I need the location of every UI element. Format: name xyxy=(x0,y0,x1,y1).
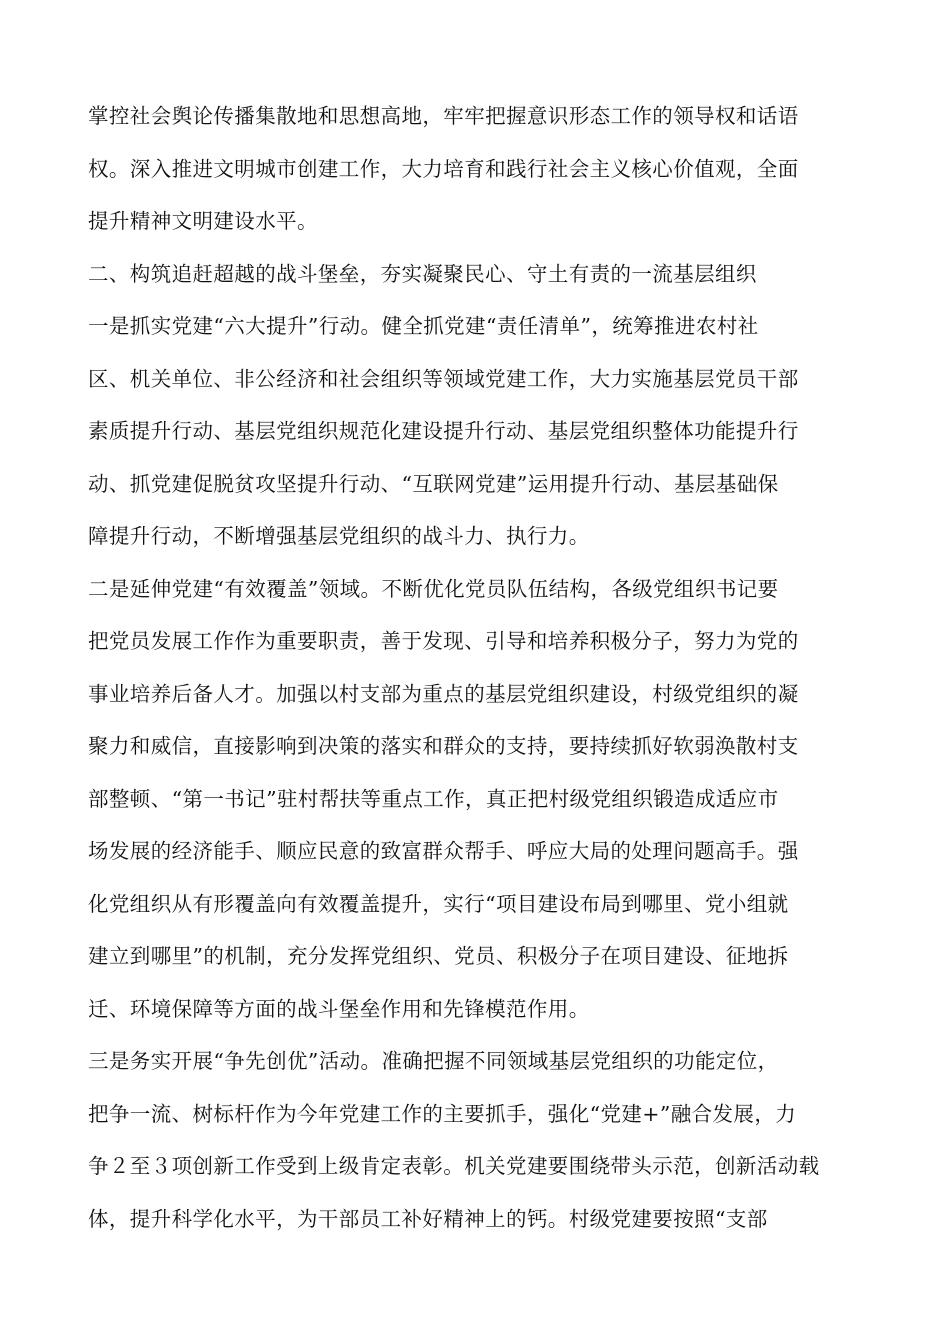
text-line: 二是延伸党建“有效覆盖”领域。不断优化党员队伍结构，各级党组织书记要 xyxy=(88,576,779,601)
text-line: 提升精神文明建设水平。 xyxy=(88,209,318,233)
text-line: 把争一流、树标杆作为今年党建工作的主要抓手，强化“党建+”融合发展，力 xyxy=(88,1101,797,1126)
text-line: 建立到哪里”的机制，充分发挥党组织、党员、积极分子在项目建设、征地拆 xyxy=(88,944,789,968)
text-line: 一是抓实党建“六大提升”行动。健全抓党建“责任清单”，统筹推进农村社 xyxy=(88,314,759,338)
text-line: 三是务实开展“争先创优”活动。准确把握不同领域基层党组织的功能定位， xyxy=(88,1049,779,1073)
text-line: 体，提升科学化水平，为干部员工补好精神上的钙。村级党建要按照“支部 xyxy=(88,1206,768,1231)
section-heading: 二、构筑追赶超越的战斗堡垒，夯实凝聚民心、守土有责的一流基层组织 xyxy=(88,261,757,286)
text-line: 权。深入推进文明城市创建工作，大力培育和践行社会主义核心价值观，全面 xyxy=(88,156,799,181)
text-line: 素质提升行动、基层党组织规范化建设提升行动、基层党组织整体功能提升行 xyxy=(88,419,799,443)
text-line: 迁、环境保障等方面的战斗堡垒作用和先锋模范作用。 xyxy=(88,996,590,1021)
text-line: 部整顿、“第一书记”驻村帮扶等重点工作，真正把村级党组织锻造成适应市 xyxy=(88,786,779,811)
text-line: 场发展的经济能手、顺应民意的致富群众帮手、呼应大局的处理问题高手。强 xyxy=(88,839,799,863)
text-line: 化党组织从有形覆盖向有效覆盖提升，实行“项目建设布局到哪里、党小组就 xyxy=(88,891,789,916)
text-line: 障提升行动，不断增强基层党组织的战斗力、执行力。 xyxy=(88,524,590,548)
text-line: 争２至３项创新工作受到上级肯定表彰。机关党建要围绕带头示范，创新活动载 xyxy=(88,1154,820,1178)
text-line: 事业培养后备人才。加强以村支部为重点的基层党组织建设，村级党组织的凝 xyxy=(88,681,799,706)
document-body xyxy=(88,90,858,1245)
text-line: 掌控社会舆论传播集散地和思想高地，牢牢把握意识形态工作的领导权和话语 xyxy=(88,104,799,128)
text-line: 区、机关单位、非公经济和社会组织等领域党建工作，大力实施基层党员干部 xyxy=(88,366,799,391)
text-line: 动、抓党建促脱贫攻坚提升行动、“互联网党建”运用提升行动、基层基础保 xyxy=(88,471,779,496)
text-line: 把党员发展工作作为重要职责，善于发现、引导和培养积极分子，努力为党的 xyxy=(88,629,799,653)
text-line: 聚力和威信，直接影响到决策的落实和群众的支持，要持续抓好软弱涣散村支 xyxy=(88,734,799,758)
